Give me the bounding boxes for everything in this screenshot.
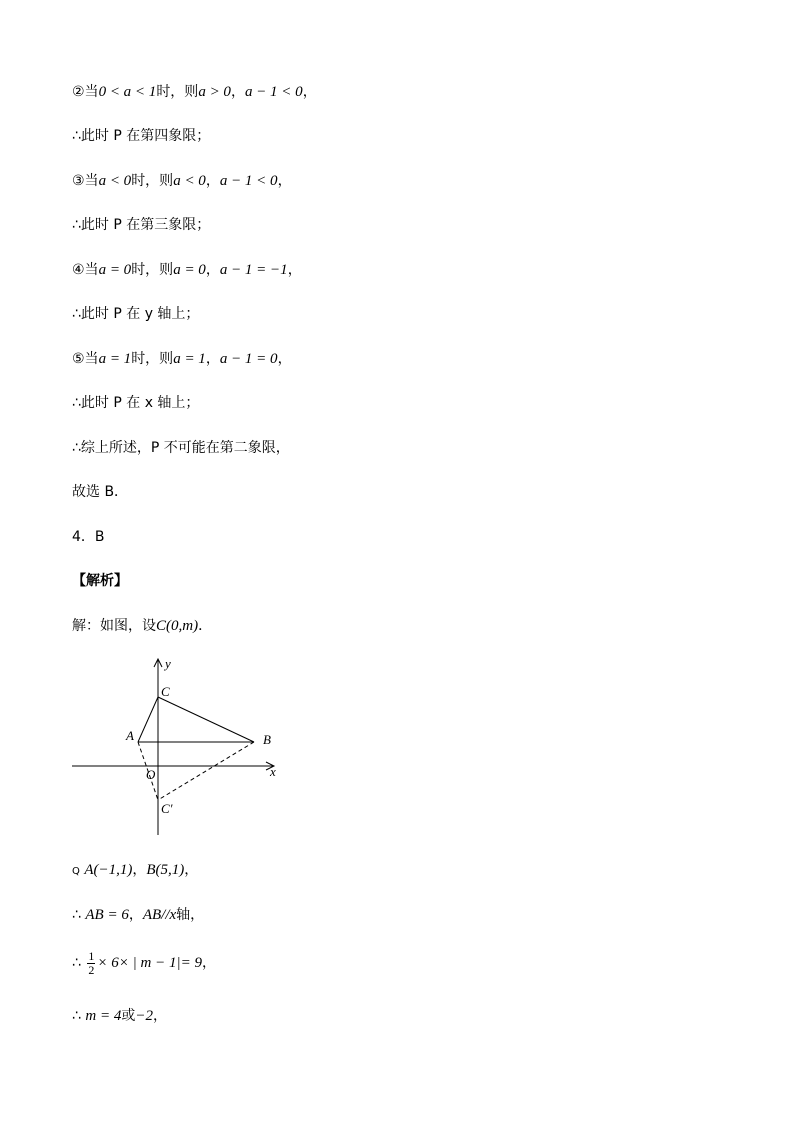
conclusion-line: ∴此时 P 在 x 轴上； — [72, 395, 200, 411]
solution-intro: 解：如图，设C(0,m)． — [72, 618, 213, 634]
label-b: B — [263, 732, 271, 747]
conclusion-line: ∴此时 P 在第四象限； — [72, 128, 211, 144]
fraction-half: $\frac{1}{2}$ — [88, 948, 95, 977]
coordinate-figure — [68, 655, 283, 840]
area-equation-line: ∴ $\frac{1}{2}$ × 6× | m − 1|= 9， — [72, 948, 216, 977]
conclusion-line: ∴此时 P 在 y 轴上； — [72, 306, 200, 322]
summary-line: ∴综上所述，P 不可能在第二象限， — [72, 440, 290, 456]
conclusion-line: ∴此时 P 在第三象限； — [72, 217, 211, 233]
segment-bc-prime — [158, 742, 254, 800]
case-3-line: ③当a < 0时，则a < 0，a − 1 < 0， — [72, 173, 292, 189]
m-result-line: ∴ m = 4或−2， — [72, 1008, 167, 1024]
label-a: A — [126, 728, 134, 743]
case-5-line: ⑤当a = 1时，则a = 1，a − 1 = 0， — [72, 351, 292, 367]
given-points-line: Q A(−1,1)，B(5,1)， — [72, 862, 199, 878]
label-o: O — [146, 767, 156, 782]
label-c: C — [161, 684, 170, 699]
label-y: y — [165, 656, 171, 671]
analysis-heading: 【解析】 — [72, 573, 128, 589]
question-number: 4．B — [72, 529, 105, 545]
answer-line: 故选 B． — [72, 484, 129, 500]
case-4-line: ④当a = 0时，则a = 0，a − 1 = −1， — [72, 262, 302, 278]
label-c-prime: C′ — [161, 801, 173, 816]
case-2-line: ②当0 < a < 1时，则a > 0，a − 1 < 0， — [72, 84, 317, 100]
label-x: x — [270, 764, 276, 779]
segment-bc — [158, 697, 254, 742]
segment-ac — [138, 697, 158, 742]
ab-length-line: ∴ AB = 6，AB//x轴， — [72, 907, 205, 923]
